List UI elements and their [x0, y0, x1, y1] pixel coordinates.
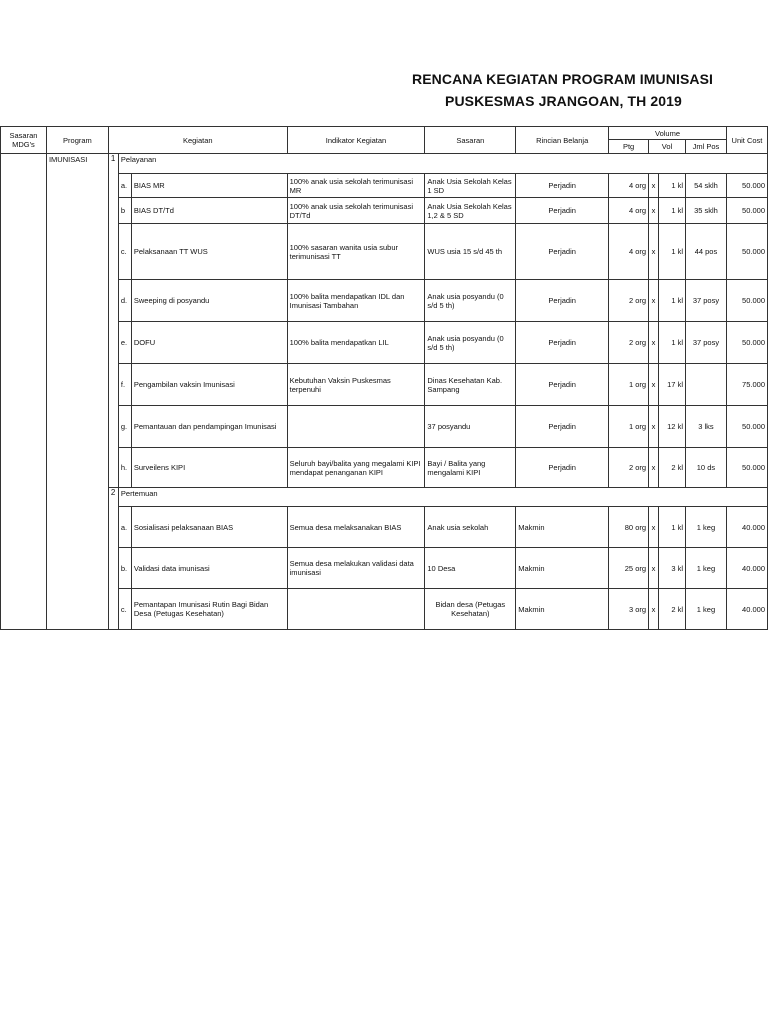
- row-letter: h.: [118, 448, 131, 488]
- row-letter: c.: [118, 224, 131, 280]
- rincian-cell: Perjadin: [516, 322, 609, 364]
- jml-pos-cell: 37 posy: [685, 280, 726, 322]
- vol-cell: 1 kl: [659, 507, 686, 548]
- row-letter: b: [118, 198, 131, 224]
- row-letter: b.: [118, 548, 131, 589]
- header-rincian: Rincian Belanja: [516, 127, 609, 154]
- sasaran-cell: Anak Usia Sekolah Kelas 1,2 & 5 SD: [425, 198, 516, 224]
- sasaran-cell: Bayi / Balita yang mengalami KIPI: [425, 448, 516, 488]
- header-indikator: Indikator Kegiatan: [287, 127, 425, 154]
- sasaran-cell: WUS usia 15 s/d 45 th: [425, 224, 516, 280]
- indikator-cell: 100% balita mendapatkan LIL: [287, 322, 425, 364]
- jml-pos-cell: 3 lks: [685, 406, 726, 448]
- kegiatan-cell: Sweeping di posyandu: [131, 280, 287, 322]
- ptg-cell: 3 org: [609, 589, 649, 630]
- vol-cell: 17 kl: [659, 364, 686, 406]
- document-subtitle: PUSKESMAS JRANGOAN, TH 2019: [445, 93, 682, 109]
- unit-cost-cell: 50.000: [726, 224, 767, 280]
- ptg-cell: 1 org: [609, 364, 649, 406]
- times-cell: x: [649, 174, 659, 198]
- section-number: 2: [108, 488, 118, 630]
- indikator-cell: 100% balita mendapatkan IDL dan Imunisasi Tambahan: [287, 280, 425, 322]
- times-cell: x: [649, 280, 659, 322]
- vol-cell: 1 kl: [659, 198, 686, 224]
- vol-cell: 2 kl: [659, 448, 686, 488]
- header-sasaran: Sasaran: [425, 127, 516, 154]
- indikator-cell: 100% anak usia sekolah terimunisasi DT/Td: [287, 198, 425, 224]
- sasaran-mdgs-cell: [1, 154, 47, 630]
- document-title: RENCANA KEGIATAN PROGRAM IMUNISASI: [412, 71, 714, 87]
- ptg-cell: 2 org: [609, 448, 649, 488]
- rincian-cell: Makmin: [516, 507, 609, 548]
- kegiatan-cell: BIAS MR: [131, 174, 287, 198]
- row-letter: a.: [118, 174, 131, 198]
- vol-cell: 1 kl: [659, 322, 686, 364]
- times-cell: x: [649, 198, 659, 224]
- unit-cost-cell: 50.000: [726, 406, 767, 448]
- ptg-cell: 2 org: [609, 322, 649, 364]
- program-cell: [46, 154, 108, 630]
- section-row: [1, 154, 768, 174]
- kegiatan-cell: Pemantapan Imunisasi Rutin Bagi Bidan Desa (Petugas Kesehatan): [131, 589, 287, 630]
- kegiatan-cell: Surveilens KIPI: [131, 448, 287, 488]
- rincian-cell: Perjadin: [516, 198, 609, 224]
- sasaran-cell: Anak Usia Sekolah Kelas 1 SD: [425, 174, 516, 198]
- row-letter: f.: [118, 364, 131, 406]
- kegiatan-cell: DOFU: [131, 322, 287, 364]
- header-ptg: Ptg: [609, 140, 649, 154]
- ptg-cell: 1 org: [609, 406, 649, 448]
- sasaran-cell: Anak usia posyandu (0 s/d 5 th): [425, 280, 516, 322]
- sasaran-cell: 10 Desa: [425, 548, 516, 589]
- indikator-cell: [287, 406, 425, 448]
- unit-cost-cell: 50.000: [726, 448, 767, 488]
- unit-cost-cell: 50.000: [726, 322, 767, 364]
- section-name: Pelayanan: [118, 154, 767, 174]
- rincian-cell: Makmin: [516, 589, 609, 630]
- unit-cost-cell: 40.000: [726, 548, 767, 589]
- unit-cost-cell: 40.000: [726, 507, 767, 548]
- vol-cell: 3 kl: [659, 548, 686, 589]
- rincian-cell: Perjadin: [516, 406, 609, 448]
- row-letter: e.: [118, 322, 131, 364]
- times-cell: x: [649, 322, 659, 364]
- vol-cell: 1 kl: [659, 224, 686, 280]
- header-unit-cost: Unit Cost: [726, 127, 767, 154]
- kegiatan-cell: BIAS DT/Td: [131, 198, 287, 224]
- jml-pos-cell: 35 sklh: [685, 198, 726, 224]
- jml-pos-cell: 1 keg: [685, 589, 726, 630]
- sasaran-cell: Anak usia sekolah: [425, 507, 516, 548]
- indikator-cell: Seluruh bayi/balita yang megalami KIPI mendapat penanganan KIPI: [287, 448, 425, 488]
- indikator-cell: 100% sasaran wanita usia subur terimunisasi TT: [287, 224, 425, 280]
- row-letter: g.: [118, 406, 131, 448]
- ptg-cell: 4 org: [609, 224, 649, 280]
- times-cell: x: [649, 589, 659, 630]
- times-cell: x: [649, 364, 659, 406]
- header-sasaran-mdgs: Sasaran MDG's: [1, 127, 47, 154]
- header-jml-pos: Jml Pos: [685, 140, 726, 154]
- vol-cell: 12 kl: [659, 406, 686, 448]
- row-letter: d.: [118, 280, 131, 322]
- unit-cost-cell: 40.000: [726, 589, 767, 630]
- jml-pos-cell: 54 sklh: [685, 174, 726, 198]
- unit-cost-cell: 50.000: [726, 198, 767, 224]
- rincian-cell: Perjadin: [516, 364, 609, 406]
- times-cell: x: [649, 406, 659, 448]
- sasaran-cell: Dinas Kesehatan Kab. Sampang: [425, 364, 516, 406]
- rincian-cell: Perjadin: [516, 174, 609, 198]
- vol-cell: 1 kl: [659, 280, 686, 322]
- kegiatan-cell: Validasi data imunisasi: [131, 548, 287, 589]
- jml-pos-cell: 44 pos: [685, 224, 726, 280]
- jml-pos-cell: 37 posy: [685, 322, 726, 364]
- ptg-cell: 4 org: [609, 198, 649, 224]
- times-cell: x: [649, 224, 659, 280]
- ptg-cell: 4 org: [609, 174, 649, 198]
- unit-cost-cell: 50.000: [726, 174, 767, 198]
- indikator-cell: Kebutuhan Vaksin Puskesmas terpenuhi: [287, 364, 425, 406]
- indikator-cell: [287, 589, 425, 630]
- rincian-cell: Perjadin: [516, 224, 609, 280]
- section-number: 1: [108, 154, 118, 488]
- unit-cost-cell: 50.000: [726, 280, 767, 322]
- ptg-cell: 25 org: [609, 548, 649, 589]
- kegiatan-cell: Pemantauan dan pendampingan Imunisasi: [131, 406, 287, 448]
- row-letter: c.: [118, 589, 131, 630]
- times-cell: x: [649, 448, 659, 488]
- section-name: Pertemuan: [118, 488, 767, 507]
- section-row: [1, 488, 768, 507]
- sasaran-cell: Anak usia posyandu (0 s/d 5 th): [425, 322, 516, 364]
- unit-cost-cell: 75.000: [726, 364, 767, 406]
- program-name: IMUNISASI: [48, 155, 88, 164]
- jml-pos-cell: 10 ds: [685, 448, 726, 488]
- vol-cell: 2 kl: [659, 589, 686, 630]
- row-letter: a.: [118, 507, 131, 548]
- sasaran-cell: Bidan desa (Petugas Kesehatan): [425, 589, 516, 630]
- sasaran-cell: 37 posyandu: [425, 406, 516, 448]
- ptg-cell: 2 org: [609, 280, 649, 322]
- header-kegiatan: Kegiatan: [108, 127, 287, 154]
- indikator-cell: Semua desa melakukan validasi data imunisasi: [287, 548, 425, 589]
- header-volume: Volume: [609, 127, 727, 140]
- vol-cell: 1 kl: [659, 174, 686, 198]
- rincian-cell: Perjadin: [516, 448, 609, 488]
- rincian-cell: Makmin: [516, 548, 609, 589]
- kegiatan-cell: Pelaksanaan TT WUS: [131, 224, 287, 280]
- times-cell: x: [649, 507, 659, 548]
- kegiatan-cell: Pengambilan vaksin Imunisasi: [131, 364, 287, 406]
- jml-pos-cell: 1 keg: [685, 548, 726, 589]
- header-program: Program: [46, 127, 108, 154]
- activity-table: [0, 126, 768, 630]
- jml-pos-cell: [685, 364, 726, 406]
- header-vol: Vol: [649, 140, 686, 154]
- kegiatan-cell: Sosialisasi pelaksanaan BIAS: [131, 507, 287, 548]
- jml-pos-cell: 1 keg: [685, 507, 726, 548]
- indikator-cell: Semua desa melaksanakan BIAS: [287, 507, 425, 548]
- indikator-cell: 100% anak usia sekolah terimunisasi MR: [287, 174, 425, 198]
- times-cell: x: [649, 548, 659, 589]
- rincian-cell: Perjadin: [516, 280, 609, 322]
- ptg-cell: 80 org: [609, 507, 649, 548]
